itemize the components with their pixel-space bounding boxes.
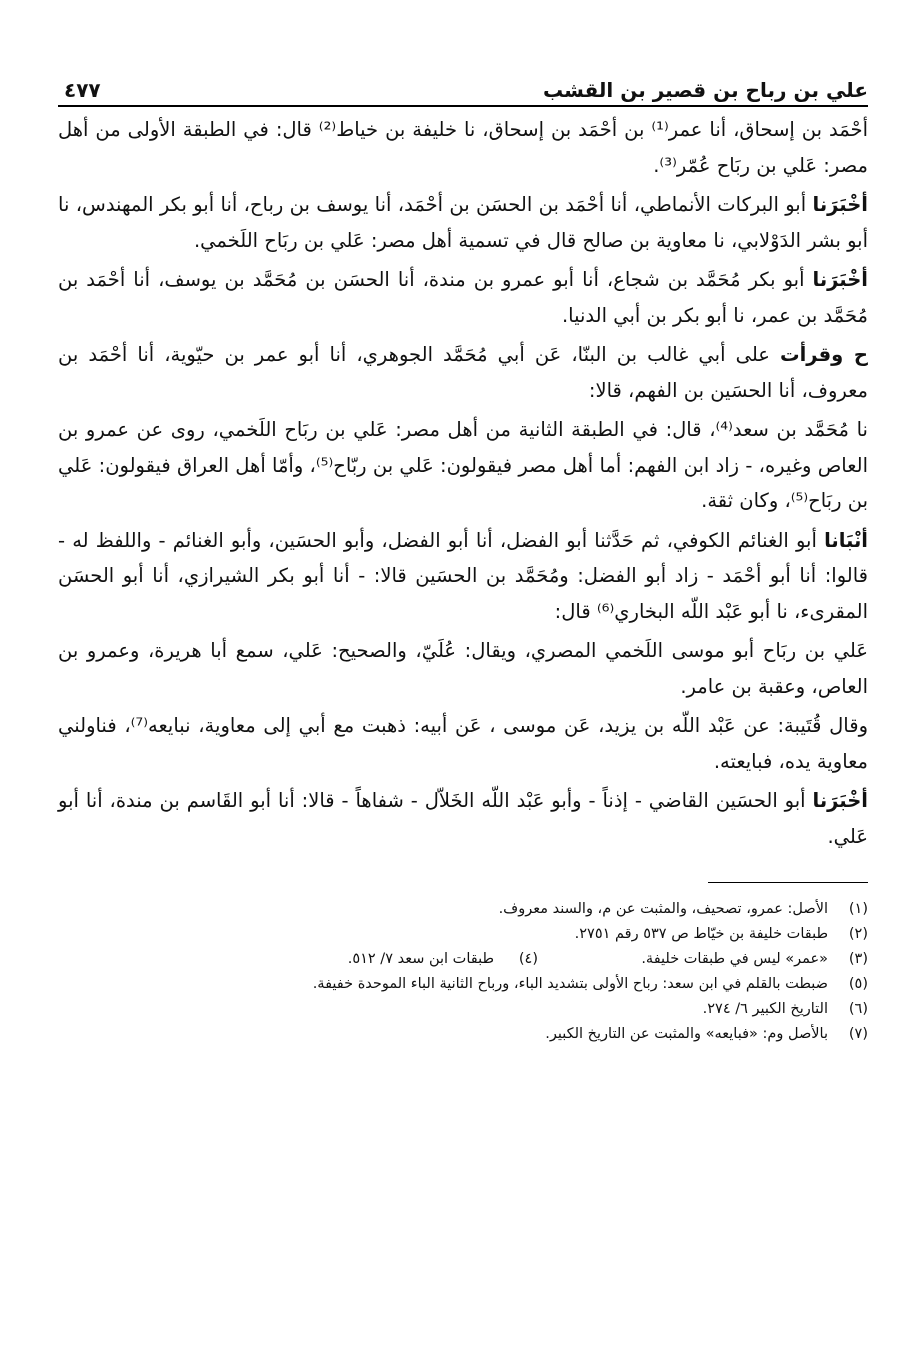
paragraph-text: أبو الحسَين القاضي - إذناً - وأبو عَبْد اللّه الخَلاّل - شفاهاً - قالا: أنا أبو القَاسم بن مندة، أنا أبو عَلي. [58, 789, 868, 848]
paragraph-lead: أخْبَرَنا [812, 193, 868, 216]
paragraph-4 [58, 337, 868, 408]
footnote-number: (٤) [518, 951, 538, 967]
footnotes [58, 897, 868, 1047]
paragraph-1 [58, 112, 868, 183]
paragraph-lead: أخْبَرَنا [812, 268, 868, 291]
footnote-3-4 [58, 947, 868, 972]
footnote-number: (٦) [848, 1001, 868, 1017]
footnote-5 [58, 972, 868, 997]
footnote-6 [58, 997, 868, 1022]
paragraph-3 [58, 262, 868, 333]
footnote-number: (٥) [848, 976, 868, 992]
footnote-1 [58, 897, 868, 922]
paragraph-lead: ح وقرأت [779, 343, 868, 366]
paragraph-lead: أنْبَانا [824, 528, 868, 552]
footnote-number: (٧) [848, 1026, 868, 1042]
footnote-text: طبقات خليفة بن خيّاط ص ٥٣٧ رقم ٢٧٥١. [574, 926, 828, 942]
paragraph-5 [58, 412, 868, 519]
footnote-number: (٢) [848, 926, 868, 942]
footnote-text: طبقات ابن سعد ٧/ ٥١٢. [347, 951, 494, 967]
footnote-text: «عمر» ليس في طبقات خليفة. [641, 951, 828, 967]
paragraph-8 [58, 708, 868, 779]
footnote-number: (٣) [848, 951, 868, 967]
footnote-text: ضبطت بالقلم في ابن سعد: رباح الأولى بتشديد الباء، ورباح الثانية الباء الموحدة خفيفة. [312, 976, 828, 992]
paragraph-lead: أخْبَرَنا [812, 789, 868, 812]
footnote-number: (١) [848, 901, 868, 917]
paragraph-text: نا مُحَمَّد بن سعد⁽⁴⁾، قال: في الطبقة الثانية من أهل مصر: عَلي بن ربَاح اللَخمي، روى عن عمرو بن العاص وغيره، - زاد ابن الفهم: أما أهل مصر فيقولون: عَلي بن ربّاح⁽⁵⁾، وأمّا أهل العراق فيقولون: عَلي بن ربَاح⁽⁵⁾، وكان ثقة. [58, 418, 868, 512]
paragraph-text: وقال قُتَيبة: عن عَبْد اللّه بن يزيد، عَن موسى ، عَن أبيه: ذهبت مع أبي إلى معاوية، نبايعه⁽⁷⁾، فناولني معاوية يده، فبايعته. [58, 714, 868, 773]
header-rule [58, 105, 868, 107]
paragraph-2 [58, 187, 868, 258]
paragraph-6 [58, 523, 868, 630]
footnote-2 [58, 922, 868, 947]
paragraph-text: على أبي غالب بن البنّا، عَن أبي مُحَمَّد الجوهري، أنا أبو عمر بن حيّوية، أنا أحْمَد بن معروف، أنا الحسَين بن الفهم، قالا: [58, 343, 868, 402]
paragraph-9 [58, 783, 868, 854]
page-number: ٤٧٧ [64, 78, 101, 102]
paragraph-text: أبو بكر مُحَمَّد بن شجاع، أنا أبو عمرو بن مندة، أنا الحسَن بن مُحَمَّد بن يوسف، أنا أحْمَد بن مُحَمَّد بن عمر، نا أبو بكر بن أبي الدنيا. [58, 268, 868, 327]
paragraph-text: أحْمَد بن إسحاق، أنا عمر⁽¹⁾ بن أحْمَد بن إسحاق، نا خليفة بن خياط⁽²⁾ قال: في الطبقة الأولى من أهل مصر: عَلي بن ربَاح عُمّر⁽³⁾. [58, 118, 868, 177]
page-header [58, 74, 868, 106]
running-title: علي بن رباح بن قصير بن القشب [543, 78, 868, 102]
main-text [58, 112, 868, 854]
paragraph-text: أبو البركات الأنماطي، أنا أحْمَد بن الحسَن بن أحْمَد، أنا يوسف بن رباح، أنا أبو بكر المهندس، نا أبو بشر الدَوْلابي، نا معاوية بن صالح قال في تسمية أهل مصر: عَلي بن ربَاح اللَخمي. [58, 193, 868, 252]
footnote-text: التاريخ الكبير ٦/ ٢٧٤. [702, 1001, 828, 1017]
paragraph-text: عَلي بن ربَاح أبو موسى اللَخمي المصري، ويقال: عُلَيّ، والصحيح: عَلي، سمع أبا هريرة، وعمرو بن العاص، وعقبة بن عامر. [58, 639, 868, 698]
footnote-separator [708, 882, 868, 883]
footnote-7 [58, 1022, 868, 1047]
footnote-text: بالأصل وم: «فبايعه» والمثبت عن التاريخ الكبير. [545, 1026, 828, 1042]
paragraph-7 [58, 633, 868, 704]
footnote-text: الأصل: عمرو، تصحيف، والمثبت عن م، والسند معروف. [498, 901, 828, 917]
paragraph-text: أبو الغنائم الكوفي، ثم حَدَّثنا أبو الفضل، أنا أبو الفضل، وأبو الحسَين، وأبو الغنائم - واللفظ له - قالوا: أنا أبو أحْمَد - زاد أبو الفضل: ومُحَمَّد بن الحسَين قالا: - أنا أبو بكر الشيرازي، أنا أبو الحسَن المقرىء، نا أبو عَبْد اللّه البخاري⁽⁶⁾ قال: [58, 528, 868, 623]
book-page [58, 74, 868, 1047]
